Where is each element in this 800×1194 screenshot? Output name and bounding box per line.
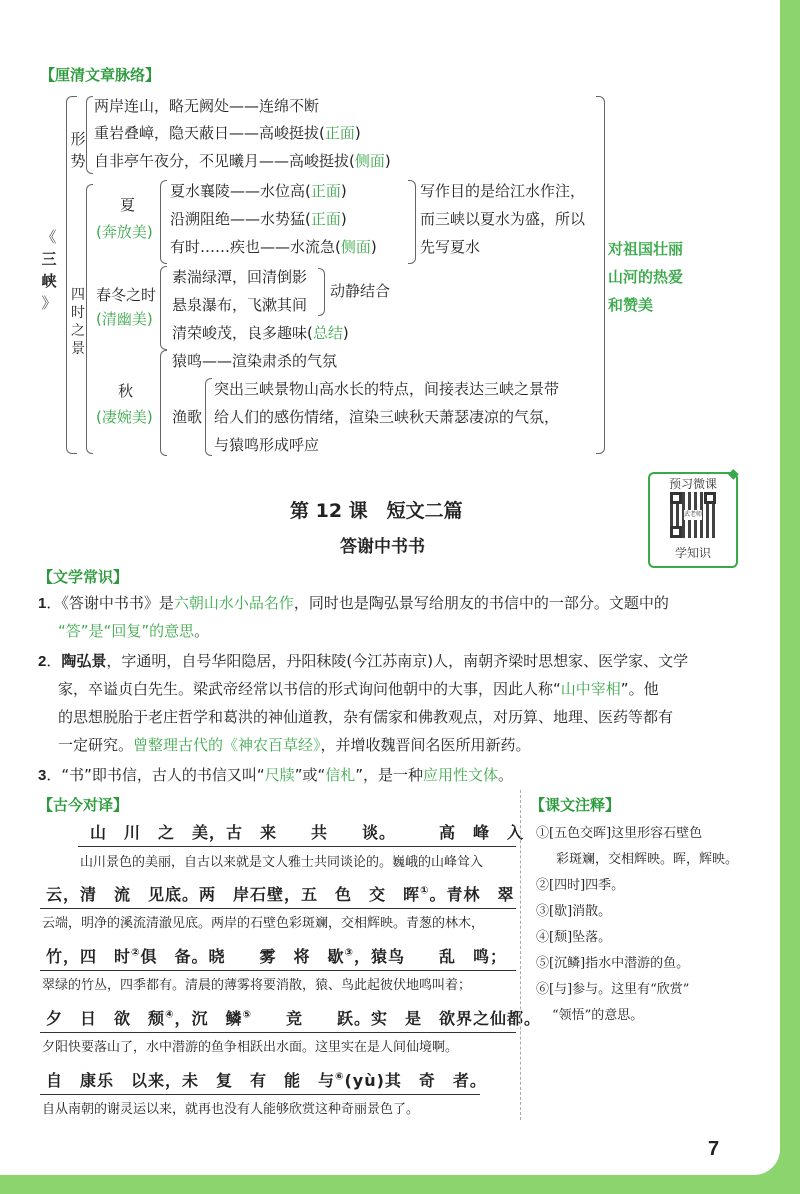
summer-purpose-3: 先写夏水 bbox=[420, 238, 481, 256]
orig-text: 。青林 翠 bbox=[429, 885, 515, 904]
note-line: 彩斑斓，交相辉映。晖，辉映。 bbox=[556, 852, 739, 867]
cd-text: 清荣峻茂，良多趣味( bbox=[172, 324, 313, 342]
orig-text: 自 康乐 以来，未 复 有 能 与 bbox=[46, 1071, 336, 1090]
outline-right-bracket bbox=[596, 96, 605, 454]
summer-purpose-1: 写作目的是给江水作注， bbox=[420, 182, 586, 200]
summer-purpose-2: 而三峡以夏水为盛，所以 bbox=[420, 210, 586, 228]
lit-item-2-line-1: 2．陶弘景，字通明，自号华阳隐居，丹阳秣陵(今江苏南京)人，南朝齐梁时思想家、医学家、文学 bbox=[38, 652, 689, 670]
lesson-title: 第 12 课 短文二篇 bbox=[290, 500, 463, 522]
trans-row-3: 翠绿的竹丛，四季都有。清晨的薄雾将要消散，猿、鸟此起彼伏地鸣叫着； bbox=[42, 978, 472, 993]
note-ref[interactable]: ③ bbox=[344, 947, 354, 959]
autumn-name: 秋 bbox=[118, 382, 134, 400]
lit-bold: 陶弘景 bbox=[61, 652, 107, 670]
qr-corner-icon bbox=[670, 526, 682, 538]
title-char: 峡 bbox=[41, 272, 57, 290]
lit-green: “答”是“回复”的意思 bbox=[58, 622, 195, 640]
xs-line-2 bbox=[94, 122, 361, 143]
lit-item-1-line-2 bbox=[58, 620, 209, 641]
lit-green: 六朝山水小品名作 bbox=[173, 594, 294, 612]
underline bbox=[78, 846, 516, 847]
summer-line-2 bbox=[170, 208, 347, 229]
xs-text: 重岩叠嶂，隐天蔽日——高峻挺拔( bbox=[94, 124, 325, 142]
note-line: “领悟”的意思。 bbox=[552, 1008, 644, 1023]
title-char: 《 bbox=[41, 228, 57, 246]
summer-bracket bbox=[160, 180, 167, 264]
summer-line-3 bbox=[170, 236, 377, 257]
note-ref[interactable]: ④ bbox=[165, 1009, 175, 1021]
sl-green: 正面 bbox=[310, 182, 341, 200]
xs-paren: ) bbox=[384, 152, 391, 170]
autumn-bracket bbox=[160, 350, 167, 456]
chundong-line-1: 素湍绿潭，回清倒影 bbox=[172, 268, 308, 286]
qr-code-icon[interactable] bbox=[670, 492, 716, 538]
xs-green: 侧面 bbox=[354, 152, 385, 170]
title-char: 三 bbox=[41, 250, 57, 268]
orig-text: (yù)其 奇 者。 bbox=[344, 1071, 487, 1090]
xs-line-1: 两岸连山，略无阙处——连绵不断 bbox=[94, 97, 320, 115]
lit-text: ”，是一种 bbox=[355, 766, 424, 784]
qr-card[interactable] bbox=[648, 472, 738, 568]
orig-row-1: 山 川 之 美，古 来 共 谈。 高 峰 入 bbox=[90, 823, 525, 842]
trans-row-5: 自从南朝的谢灵运以来，就再也没有人能够欣赏这种奇丽景色了。 bbox=[42, 1102, 420, 1117]
note-line: ⑥[与]参与。这里有“欣赏” bbox=[536, 982, 690, 997]
lit-text: 一定研究。 bbox=[58, 736, 134, 754]
note-ref[interactable]: ⑤ bbox=[242, 1009, 252, 1021]
cd-paren: ) bbox=[342, 324, 349, 342]
sl-paren: ) bbox=[340, 210, 347, 228]
notes-tag: 【课文注释】 bbox=[530, 796, 621, 814]
summer-right-bracket bbox=[408, 180, 416, 264]
underline bbox=[40, 1032, 516, 1033]
xs-line-3 bbox=[94, 150, 391, 171]
orig-text: 竞 跃。实 是 欲界之仙都。 bbox=[251, 1009, 541, 1028]
notes-divider bbox=[520, 790, 521, 1120]
underline bbox=[40, 970, 516, 971]
lit-text: ，并增收魏晋间名医所用新药。 bbox=[320, 736, 531, 754]
orig-row-5 bbox=[46, 1068, 487, 1091]
note-line: ⑤[沉鳞]指水中潜游的鱼。 bbox=[536, 956, 690, 971]
note-ref[interactable]: ② bbox=[131, 947, 141, 959]
summer-line-1 bbox=[170, 180, 347, 201]
orig-text: ，沉 鳞 bbox=[174, 1009, 243, 1028]
orig-text: ，猿鸟 乱 鸣； bbox=[353, 947, 507, 966]
sl-green: 侧面 bbox=[340, 238, 371, 256]
note-line: ④[颓]坠落。 bbox=[536, 930, 612, 945]
trans-row-2: 云端，明净的溪流清澈见底。两岸的石壁色彩斑斓，交相辉映。青葱的林木， bbox=[42, 916, 485, 931]
xs-green: 正面 bbox=[324, 124, 355, 142]
lit-item-2-line-4 bbox=[58, 734, 531, 755]
qr-corner-icon bbox=[704, 492, 716, 504]
xs-paren: ) bbox=[354, 124, 361, 142]
sl-text: 有时……疾也——水流急( bbox=[170, 238, 341, 256]
yuge-line-2: 给人们的感伤情绪，渲染三峡秋天萧瑟凄凉的气氛， bbox=[214, 408, 560, 426]
orig-text: 俱 备。晓 雾 将 歇 bbox=[140, 947, 345, 966]
note-line: ③[歇]消散。 bbox=[536, 904, 612, 919]
sishi-bracket bbox=[86, 184, 93, 454]
sl-paren: ) bbox=[370, 238, 377, 256]
note-line: ①[五色交晖]这里形容石壁色 bbox=[536, 826, 703, 841]
theme-line-1: 对祖国壮丽 bbox=[608, 240, 684, 258]
orig-text: 竹，四 时 bbox=[46, 947, 132, 966]
lit-item-3 bbox=[38, 764, 513, 785]
qr-center-label: 武老师 bbox=[684, 511, 703, 518]
orig-row-2 bbox=[46, 882, 515, 905]
outline-tag: 【厘清文章脉络】 bbox=[40, 66, 161, 84]
cd-green: 总结 bbox=[312, 324, 343, 342]
item-num: 2 bbox=[38, 653, 47, 670]
summer-name: 夏 bbox=[120, 196, 136, 214]
chundong-style: (清幽美) bbox=[96, 310, 153, 328]
lit-green: 信札 bbox=[325, 766, 356, 784]
lit-item-2-line-3: 的思想脱胎于老庄哲学和葛洪的神仙道教，杂有儒家和佛教观点，对历算、地理、医药等都有 bbox=[58, 708, 674, 726]
orig-row-3 bbox=[46, 944, 507, 967]
lit-text: 。 bbox=[498, 766, 514, 784]
sl-text: 夏水襄陵——水位高( bbox=[170, 182, 311, 200]
lit-text: ”。他 bbox=[620, 680, 659, 698]
orig-text: 云，清 流 见底。两 岸石壁，五 色 交 晖 bbox=[46, 885, 421, 904]
underline bbox=[40, 1094, 480, 1095]
lit-text: ，同时也是陶弘景写给朋友的书信中的一部分。文题中的 bbox=[293, 594, 669, 612]
orig-text: 夕 日 欲 颓 bbox=[46, 1009, 166, 1028]
lit-green: 尺牍 bbox=[264, 766, 295, 784]
orig-row-4 bbox=[46, 1006, 541, 1029]
lit-green: 应用性文体 bbox=[423, 766, 499, 784]
lit-text: ”或“ bbox=[294, 766, 326, 784]
pin-icon: ◆ bbox=[728, 466, 739, 482]
theme-line-2: 山河的热爱 bbox=[608, 268, 684, 286]
sl-paren: ) bbox=[340, 182, 347, 200]
lesson-subtitle: 答谢中书书 bbox=[340, 537, 425, 557]
lit-text: 《答谢中书书》是 bbox=[61, 594, 174, 612]
qr-corner-icon bbox=[670, 492, 682, 504]
chundong-name: 春冬之时 bbox=[96, 286, 157, 304]
lit-item-2-line-2 bbox=[58, 678, 659, 699]
yuge-line-3: 与猿鸣形成呼应 bbox=[214, 436, 320, 454]
outline-title bbox=[40, 226, 58, 314]
autumn-line-1: 猿鸣——渲染肃杀的气氛 bbox=[172, 352, 338, 370]
note-line: ②[四时]四季。 bbox=[536, 878, 625, 893]
xingshi-bracket bbox=[86, 96, 93, 174]
chundong-line-2: 悬泉瀑布，飞漱其间 bbox=[172, 296, 308, 314]
underline bbox=[40, 908, 516, 909]
dongjing-label: 动静结合 bbox=[330, 282, 391, 300]
chundong-line-3 bbox=[172, 322, 349, 343]
qr-top-label: 预习微课 bbox=[668, 477, 717, 491]
chundong-bracket bbox=[160, 266, 167, 350]
yuge-bracket bbox=[205, 378, 212, 456]
sl-text: 沿溯阻绝——水势猛( bbox=[170, 210, 311, 228]
trans-row-4: 夕阳快要落山了，水中潜游的鱼争相跃出水面。这里实在是人间仙境啊。 bbox=[42, 1040, 459, 1055]
yuge-label: 渔歌 bbox=[172, 408, 203, 426]
title-char: 》 bbox=[41, 294, 57, 312]
xs-text: 自非亭午夜分，不见曦月——高峻挺拔( bbox=[94, 152, 355, 170]
literary-tag: 【文学常识】 bbox=[38, 568, 129, 586]
lit-green: 曾整理古代的《神农百草经》 bbox=[133, 736, 321, 754]
translation-tag: 【古今对译】 bbox=[38, 796, 129, 814]
dongjing-bracket bbox=[318, 268, 325, 316]
lit-text: 。 bbox=[194, 622, 210, 640]
item-num: 1 bbox=[38, 595, 47, 612]
summer-style: (奔放美) bbox=[96, 223, 153, 241]
lit-green: 山中宰相 bbox=[560, 680, 621, 698]
theme-line-3: 和赞美 bbox=[608, 296, 654, 314]
lit-text: ．“书”即书信，古人的书信又叫“ bbox=[46, 766, 265, 784]
page-number: 7 bbox=[708, 1138, 720, 1160]
yuge-line-1: 突出三峡景物山高水长的特点，间接表达三峡之景带 bbox=[214, 380, 560, 398]
xingshi-label: 形 势 bbox=[70, 130, 86, 170]
trans-row-1: 山川景色的美丽，自古以来就是文人雅士共同谈论的。巍峨的山峰耸入 bbox=[80, 855, 484, 870]
lit-text: ，字通明，自号华阳隐居，丹阳秣陵(今江苏南京)人，南朝齐梁时思想家、医学家、文学 bbox=[106, 652, 689, 670]
sl-green: 正面 bbox=[310, 210, 341, 228]
sishi-label: 四 时 之 景 bbox=[71, 287, 85, 357]
lit-text: 家，卒谥贞白先生。梁武帝经常以书信的形式询问他朝中的大事，因此人称“ bbox=[58, 680, 561, 698]
qr-bottom-label: 学知识 bbox=[674, 546, 711, 560]
note-ref[interactable]: ① bbox=[420, 885, 430, 897]
lit-item-1-line-1: 1．《答谢中书书》是六朝山水小品名作，同时也是陶弘景写给朋友的书信中的一部分。文题中的 bbox=[38, 594, 669, 612]
autumn-style: (凄婉美) bbox=[96, 408, 153, 426]
item-num: 3 bbox=[38, 767, 47, 784]
note-ref[interactable]: ⑥ bbox=[335, 1071, 345, 1083]
